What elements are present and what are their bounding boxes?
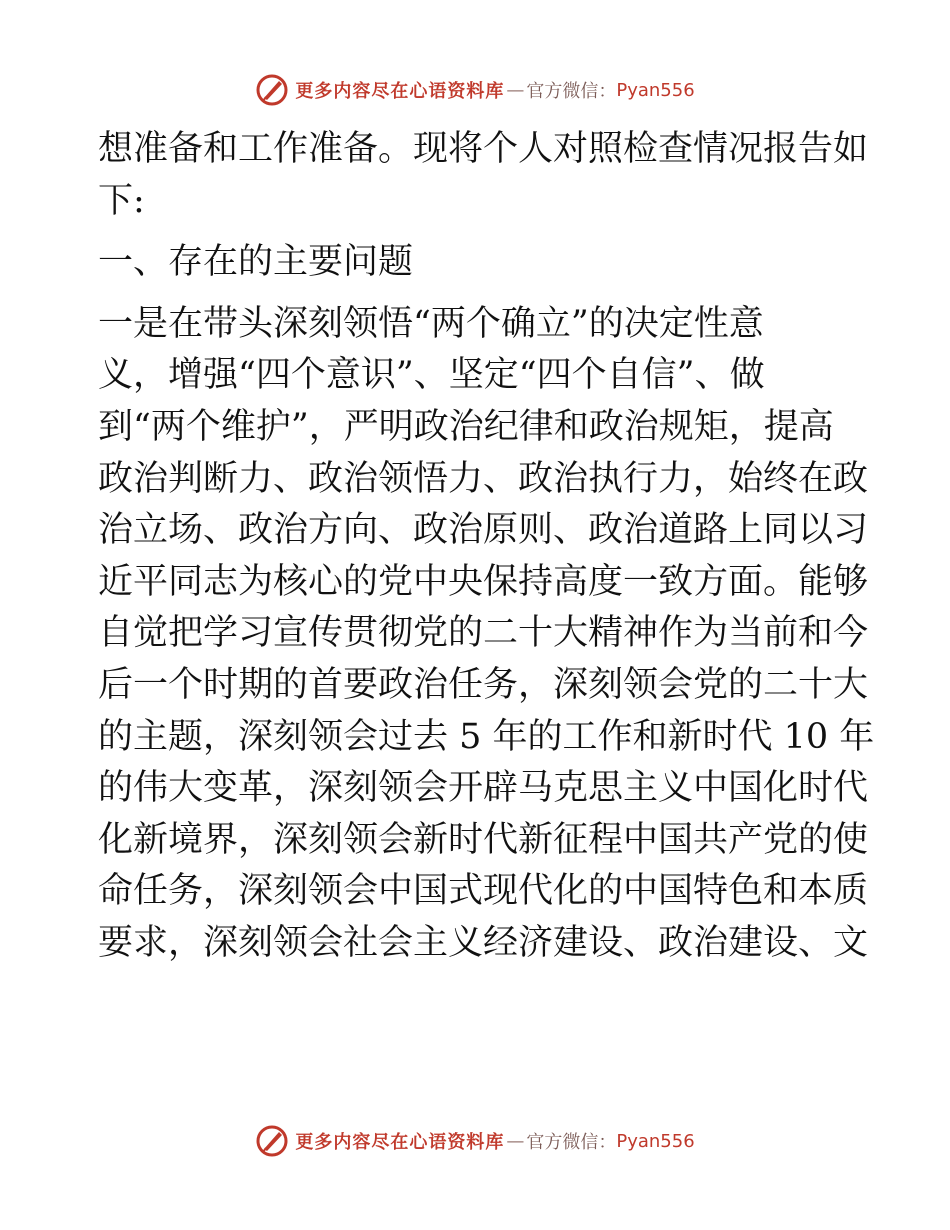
text-line: 近平同志为核心的党中央保持高度一致方面。能够	[98, 561, 869, 602]
watermark-dash: —	[506, 1130, 525, 1152]
text-line: 自觉把学习宣传贯彻党的二十大精神作为当前和今	[98, 613, 869, 654]
footer-watermark	[0, 1121, 950, 1161]
text-line: 政治判断力、政治领悟力、政治执行力，始终在政	[98, 458, 869, 499]
paragraph-intro	[98, 124, 869, 227]
text-line: 后一个时期的首要政治任务，深刻领会党的二十大	[98, 664, 869, 705]
text-line: 要求，深刻领会社会主义经济建设、政治建设、文	[98, 922, 869, 963]
heading-line: 一、存在的主要问题	[98, 242, 414, 283]
paragraph-body	[98, 299, 875, 970]
text-line: 下:	[98, 180, 145, 221]
text-line: 化新境界，深刻领会新时代新征程中国共产党的使	[98, 819, 869, 860]
watermark-label: 官方微信：	[526, 1132, 617, 1153]
text-line: 到“两个维护”，严明政治纪律和政治规矩，提高	[98, 406, 834, 447]
watermark-dash: —	[506, 79, 525, 101]
watermark-id: Pyan556	[616, 79, 695, 101]
watermark-label: 官方微信：	[526, 81, 617, 102]
watermark-brand: 更多内容尽在心语资料库	[295, 1132, 505, 1153]
watermark-id: Pyan556	[616, 1130, 695, 1152]
quill-pen-logo-icon	[255, 73, 289, 107]
text-line: 命任务，深刻领会中国式现代化的中国特色和本质	[98, 871, 869, 912]
watermark-brand: 更多内容尽在心语资料库	[295, 81, 505, 102]
quill-pen-logo-icon	[255, 1124, 289, 1158]
text-line: 想准备和工作准备。现将个人对照检查情况报告如	[98, 129, 869, 169]
text-line: 的主题，深刻领会过去 5 年的工作和新时代 10 年	[98, 716, 875, 757]
text-line: 治立场、政治方向、政治原则、政治道路上同以习	[98, 510, 869, 551]
document-body	[98, 124, 875, 970]
text-line: 义，增强“四个意识”、坚定“四个自信”、做	[98, 355, 765, 396]
header-watermark	[0, 70, 950, 110]
text-line: 的伟大变革，深刻领会开辟马克思主义中国化时代	[98, 768, 869, 809]
section-heading	[98, 237, 858, 289]
text-line: 一是在带头深刻领悟“两个确立”的决定性意	[98, 303, 764, 344]
